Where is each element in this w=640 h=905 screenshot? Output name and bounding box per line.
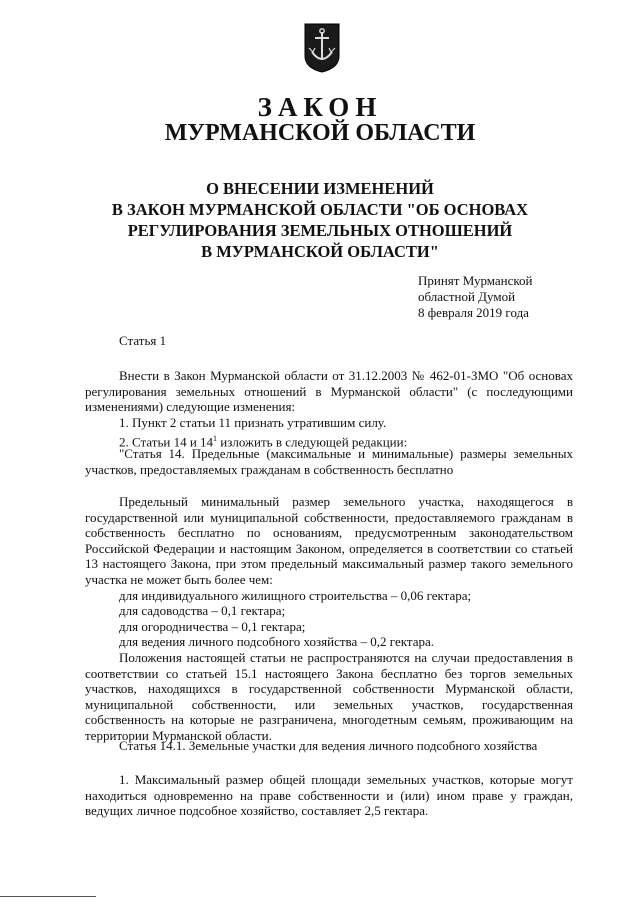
list-item: для ведения личного подсобного хозяйства – 0,2 гектара. — [119, 634, 434, 650]
paragraph-line: собственность на которые не разграничена, многодетным семьям, проживающим на — [85, 712, 573, 728]
law-heading — [0, 178, 640, 262]
heading-line: РЕГУЛИРОВАНИЯ ЗЕМЕЛЬНЫХ ОТНОШЕНИЙ — [127, 221, 513, 240]
list-item: для садоводства – 0,1 гектара; — [119, 603, 286, 619]
paragraph-line: изменениями) следующие изменения: — [85, 399, 296, 415]
article-14-text — [85, 494, 573, 744]
list-item-text: изложить в следующей редакции: — [217, 433, 408, 449]
paragraph-line: муниципальной собственности, или земельных участков, государственная — [85, 696, 573, 712]
paragraph-line: ведущих личное подсобное хозяйство, составляет 2,5 гектара. — [85, 803, 429, 819]
paragraph-line: "Статья 14. Предельные (максимальные и минимальные) размеры земельных — [119, 446, 573, 462]
heading-line: О ВНЕСЕНИИ ИЗМЕНЕНИЙ — [206, 179, 434, 198]
adoption-line: 8 февраля 2019 года — [418, 305, 529, 320]
region-title: МУРМАНСКОЙ ОБЛАСТИ — [164, 120, 476, 146]
paragraph-line: участка не может быть более чем: — [85, 571, 273, 587]
list-item — [85, 431, 573, 447]
list-item: 1. Пункт 2 статьи 11 признать утратившим силу. — [119, 414, 387, 430]
adoption-note — [418, 273, 533, 321]
list-item: для огородничества – 0,1 гектара; — [119, 618, 306, 634]
article-title: Статья 14.1. Земельные участки для ведения личного подсобного хозяйства — [119, 738, 538, 753]
article-14-1-section — [85, 738, 573, 819]
paragraph-line: участков, предоставляемых гражданам в собственность бесплатно — [85, 461, 454, 477]
paragraph-line: Российской Федерации и настоящим Законом, определяется в соответствии со статьей — [85, 540, 573, 556]
adoption-line: Принят Мурманской — [418, 273, 533, 288]
superscript: 1 — [213, 433, 218, 443]
coat-of-arms-icon — [303, 22, 341, 74]
paragraph-line: Предельный минимальный размер земельного участка, находящегося в — [119, 494, 573, 509]
paragraph-line: находиться одновременно на праве собственности и (или) ином праве у граждан, — [85, 787, 573, 803]
paragraph-line: участков, находящихся в государственной собственности Мурманской области, — [85, 681, 573, 697]
paragraph-line: соответствии со статьей 15.1 настоящего Закона бесплатно без торгов земельных — [85, 665, 573, 681]
heading-line: В МУРМАНСКОЙ ОБЛАСТИ" — [201, 242, 439, 261]
paragraph-line: территории Мурманской области. — [85, 727, 272, 743]
law-title: ЗАКОН — [257, 92, 383, 122]
list-item: для индивидуального жилищного строительства – 0,06 гектара; — [119, 587, 472, 603]
heading-line: В ЗАКОН МУРМАНСКОЙ ОБЛАСТИ "ОБ ОСНОВАХ — [111, 200, 529, 219]
paragraph-line: регулирования земельных отношений в Мурманской области" (с последующими — [85, 383, 573, 399]
adoption-line: областной Думой — [418, 289, 516, 304]
paragraph-line: Положения настоящей статьи не распространяются на случаи предоставления в — [119, 649, 573, 665]
footer-rule — [0, 896, 96, 897]
paragraph-line: 1. Максимальный размер общей площади земельных участков, которые могут — [119, 772, 573, 788]
paragraph-line: Внести в Закон Мурманской области от 31.12.2003 № 462-01-ЗМО "Об основах — [119, 368, 573, 384]
paragraph-line: 13 настоящего Закона, при этом предельный максимальный размер такого земельного — [85, 556, 573, 572]
article-1-section — [85, 333, 573, 477]
list-item-text: 2. Статьи 14 и 14 — [119, 433, 214, 449]
paragraph-line: собственность бесплатно по основаниям, предусмотренным законодательством — [85, 525, 573, 541]
paragraph-line: государственной или муниципальной собственности, предоставляемого гражданам в — [85, 509, 573, 525]
article-title: Статья 1 — [119, 333, 167, 348]
